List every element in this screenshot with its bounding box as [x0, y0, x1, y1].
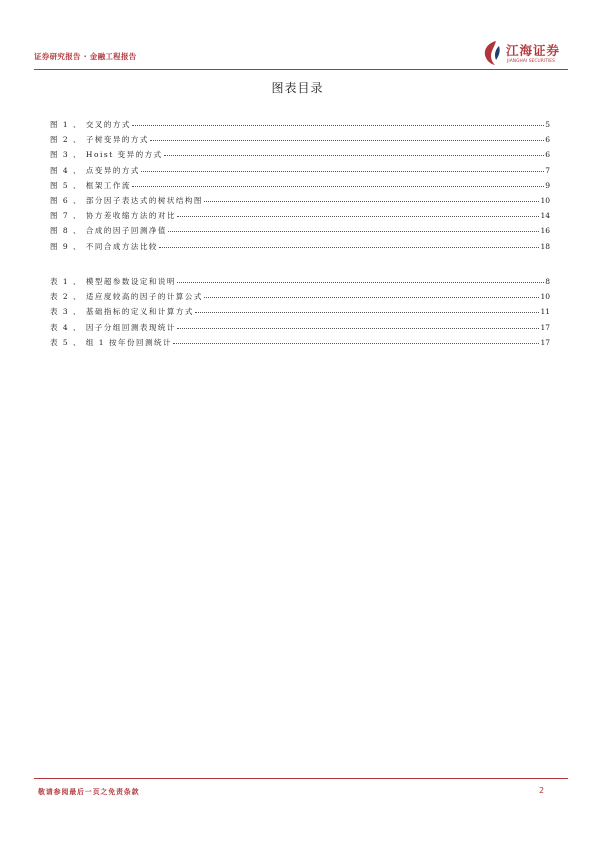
table-entry-label: 表 3 、 基础指标的定义和计算方式 [50, 307, 194, 317]
report-type: 证券研究报告 · 金融工程报告 [34, 52, 137, 61]
table-entry-page: 17 [540, 337, 550, 347]
figure-entry[interactable] [50, 149, 550, 164]
dot-leader [177, 211, 540, 217]
dot-leader [177, 323, 540, 329]
figure-entry-page: 6 [545, 135, 550, 145]
figure-entry-label: 图 3 、 Hoist 变异的方式 [50, 150, 163, 160]
figure-entry[interactable] [50, 225, 550, 240]
table-entry-page: 17 [540, 322, 550, 332]
figure-entry-page: 10 [540, 195, 550, 205]
figure-entry-page: 6 [545, 150, 550, 160]
brand-name-en: JIANGHAI SECURITIES [507, 59, 555, 64]
figure-entry-page: 16 [540, 226, 550, 236]
figure-entry[interactable] [50, 241, 550, 256]
dot-leader [173, 338, 539, 344]
table-entry[interactable] [50, 306, 550, 321]
figure-entry-page: 14 [540, 211, 550, 221]
toc-title: 图表目录 [271, 81, 324, 95]
dot-leader [132, 120, 544, 126]
figure-entry-label: 图 1 、 交叉的方式 [50, 120, 131, 129]
figure-entry[interactable] [50, 195, 550, 210]
table-list [50, 276, 550, 352]
figure-entry-label: 图 8 、 合成的因子回测净值 [50, 226, 167, 236]
table-entry-label: 表 5 、 组 1 按年份回测统计 [50, 337, 172, 347]
table-entry[interactable] [50, 291, 550, 306]
figure-entry[interactable] [50, 210, 550, 225]
dot-leader [204, 292, 540, 298]
brand-name-cn: 江海证券 [506, 43, 561, 58]
figure-entry[interactable] [50, 180, 550, 195]
table-entry-page: 11 [540, 307, 550, 317]
table-entry[interactable] [50, 276, 550, 291]
table-entry-label: 表 2 、 适应度较高的因子的计算公式 [50, 292, 203, 302]
table-entry-page: 8 [545, 277, 550, 286]
figure-entry-label: 图 2 、 子树变异的方式 [50, 135, 149, 145]
table-entry[interactable] [50, 337, 550, 352]
dot-leader [204, 196, 540, 202]
figure-entry-label: 图 7 、 协方差收缩方法的对比 [50, 211, 176, 221]
table-entry-label: 表 4 、 因子分组回测表现统计 [50, 322, 176, 332]
figure-entry-label: 图 9 、 不同合成方法比较 [50, 241, 158, 251]
figure-entry-page: 5 [545, 120, 550, 129]
dot-leader [168, 226, 540, 232]
figure-entry-page: 7 [545, 165, 550, 175]
figure-entry[interactable] [50, 119, 550, 134]
figure-entry-page: 9 [545, 180, 550, 190]
dot-leader [159, 242, 540, 248]
table-entry-label: 表 1 、 模型超参数设定和说明 [50, 277, 176, 286]
dot-leader [164, 150, 545, 156]
figure-list [50, 119, 550, 256]
table-entry[interactable] [50, 322, 550, 337]
dot-leader [177, 277, 544, 283]
footer-divider [34, 778, 568, 779]
figure-entry-label: 图 5 、 框架工作流 [50, 180, 131, 190]
dot-leader [132, 181, 544, 187]
page-number: 2 [539, 786, 545, 795]
brand-logo [483, 40, 568, 70]
figure-entry-page: 18 [540, 241, 550, 251]
brand-logo-icon [483, 40, 503, 66]
figure-entry-label: 图 6 、 部分因子表达式的树状结构图 [50, 195, 203, 205]
dot-leader [141, 166, 544, 172]
figure-entry[interactable] [50, 134, 550, 149]
dot-leader [195, 307, 540, 313]
figure-entry[interactable] [50, 165, 550, 180]
dot-leader [150, 135, 544, 141]
disclaimer-note: 敬请参阅最后一页之免责条款 [38, 788, 140, 796]
table-entry-page: 10 [540, 292, 550, 302]
header-divider [34, 69, 568, 70]
figure-entry-label: 图 4 、 点变异的方式 [50, 165, 140, 175]
